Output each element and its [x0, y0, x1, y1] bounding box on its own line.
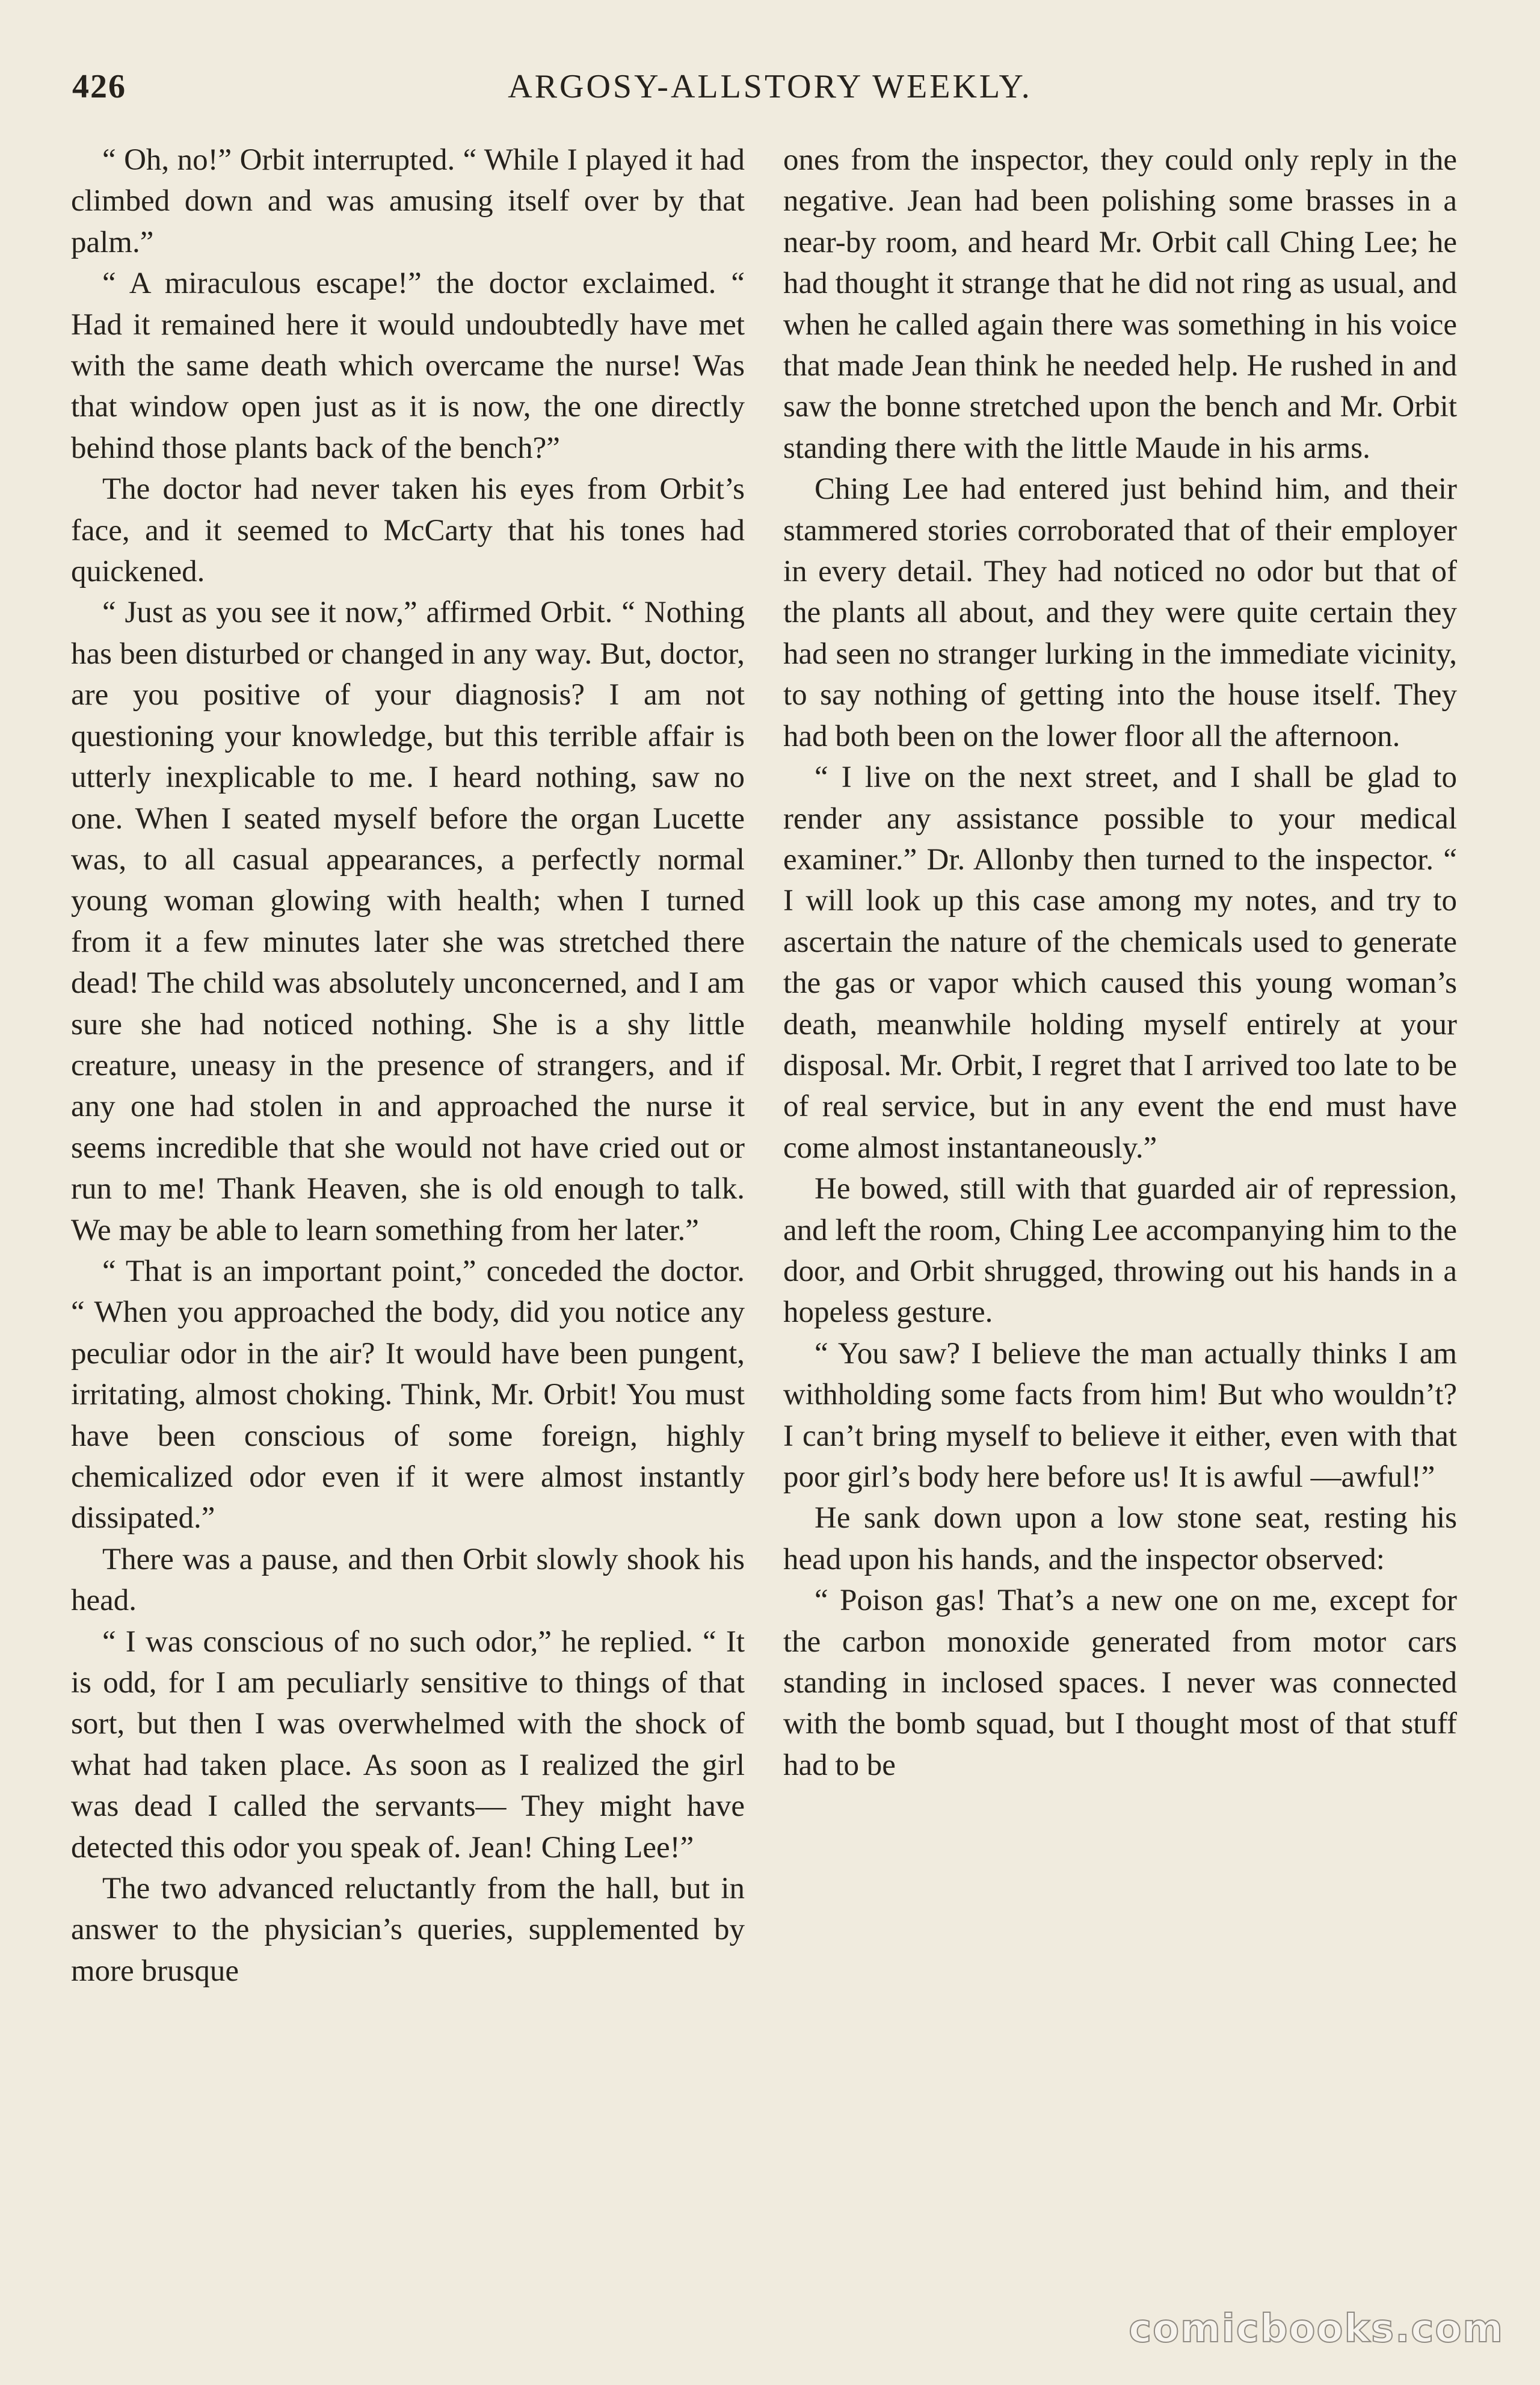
paragraph: Ching Lee had entered just behind him, and their stammered stories corroborated that of their employer in every detail. They had noticed no odor but that of the plants all about, and they were quite certain they had seen no stranger lurking in the immediate vicinity, to say nothing of getting into the house itself. They had both been on the lower floor all the afternoon.: [783, 472, 1457, 753]
left-column: [71, 140, 745, 1992]
paragraph: He bowed, still with that guarded air of repression, and left the room, Ching Lee accompanying him to the door, and Orbit shrugged, throwing out his hands in a hopeless gesture.: [783, 1172, 1457, 1330]
page-header: [72, 67, 1468, 116]
paragraph: “ I was conscious of no such odor,” he replied. “ It is odd, for I am peculiarly sensitive to things of that sort, but then I was overwhelmed with the shock of what had taken place. As soon as I realized the girl was dead I called the servants— They might have detected this odor you speak of. Jean! Ching Lee!”: [71, 1624, 745, 1865]
running-title: ARGOSY-ALLSTORY WEEKLY.: [508, 68, 1032, 105]
paragraph-continued: ones from the inspector, they could only reply in the negative. Jean had been polishing some brasses in a near-by room, and heard Mr. Orbit call Ching Lee; he had thought it strange that he did not ring as usual, and when he called again there was something in his voice that made Jean think he needed help. He rushed in and saw the bonne stretched upon the bench and Mr. Orbit standing there with the little Maude in his arms.: [783, 143, 1457, 465]
paragraph: “ You saw? I believe the man actually thinks I am withholding some facts from him! But who wouldn’t? I can’t bring myself to believe it either, even with that poor girl’s body here before us! It is awful —awful!”: [783, 1336, 1457, 1494]
paragraph: There was a pause, and then Orbit slowly shook his head.: [71, 1542, 745, 1618]
right-column: [783, 140, 1457, 1786]
paragraph: “ A miraculous escape!” the doctor exclaimed. “ Had it remained here it would undoubtedly have met with the same death which overcame the nurse! Was that window open just as it is now, the one directly behind those plants back of the bench?”: [71, 267, 745, 465]
paragraph: He sank down upon a low stone seat, resting his head upon his hands, and the inspector observed:: [783, 1501, 1457, 1576]
watermark: comicbooks.com: [1129, 2307, 1504, 2351]
page-number: 426: [72, 68, 126, 105]
paragraph: The two advanced reluctantly from the hall, but in answer to the physician’s queries, supplemented by more brusque: [71, 1872, 745, 1988]
paragraph: “ Oh, no!” Orbit interrupted. “ While I played it had climbed down and was amusing itself over by that palm.”: [71, 143, 745, 259]
paragraph: “ Poison gas! That’s a new one on me, except for the carbon monoxide generated from motor cars standing in inclosed spaces. I never was connected with the bomb squad, but I thought most of that stuff had to be: [783, 1584, 1457, 1782]
paragraph: “ I live on the next street, and I shall be glad to render any assistance possible to your medical examiner.” Dr. Allonby then turned to the inspector. “ I will look up this case among my notes, and try to ascertain the nature of the chemicals used to generate the gas or vapor which caused this young woman’s death, meanwhile holding myself entirely at your disposal. Mr. Orbit, I regret that I arrived too late to be of real service, but in any event the end must have come almost instantaneously.”: [783, 761, 1457, 1165]
paragraph: “ That is an important point,” conceded the doctor. “ When you approached the body, did you notice any peculiar odor in the air? It would have been pungent, irritating, almost choking. Think, Mr. Orbit! You must have been conscious of some foreign, highly chemicalized odor even if it were almost instantly dissipated.”: [71, 1254, 745, 1535]
paragraph: The doctor had never taken his eyes from Orbit’s face, and it seemed to McCarty that his tones had quickened.: [71, 472, 745, 589]
paragraph: “ Just as you see it now,” affirmed Orbit. “ Nothing has been disturbed or changed in any way. But, doctor, are you positive of your diagnosis? I am not questioning your knowledge, but this terrible affair is utterly inexplicable to me. I heard nothing, saw no one. When I seated myself before the organ Lucette was, to all casual appearances, a perfectly normal young woman glowing with health; when I turned from it a few minutes later she was stretched there dead! The child was absolutely unconcerned, and I am sure she had noticed nothing. She is a shy little creature, uneasy in the presence of strangers, and if any one had stolen in and approached the nurse it seems incredible that she would not have cried out or run to me! Thank Heaven, she is old enough to talk. We may be able to learn something from her later.”: [71, 596, 745, 1247]
